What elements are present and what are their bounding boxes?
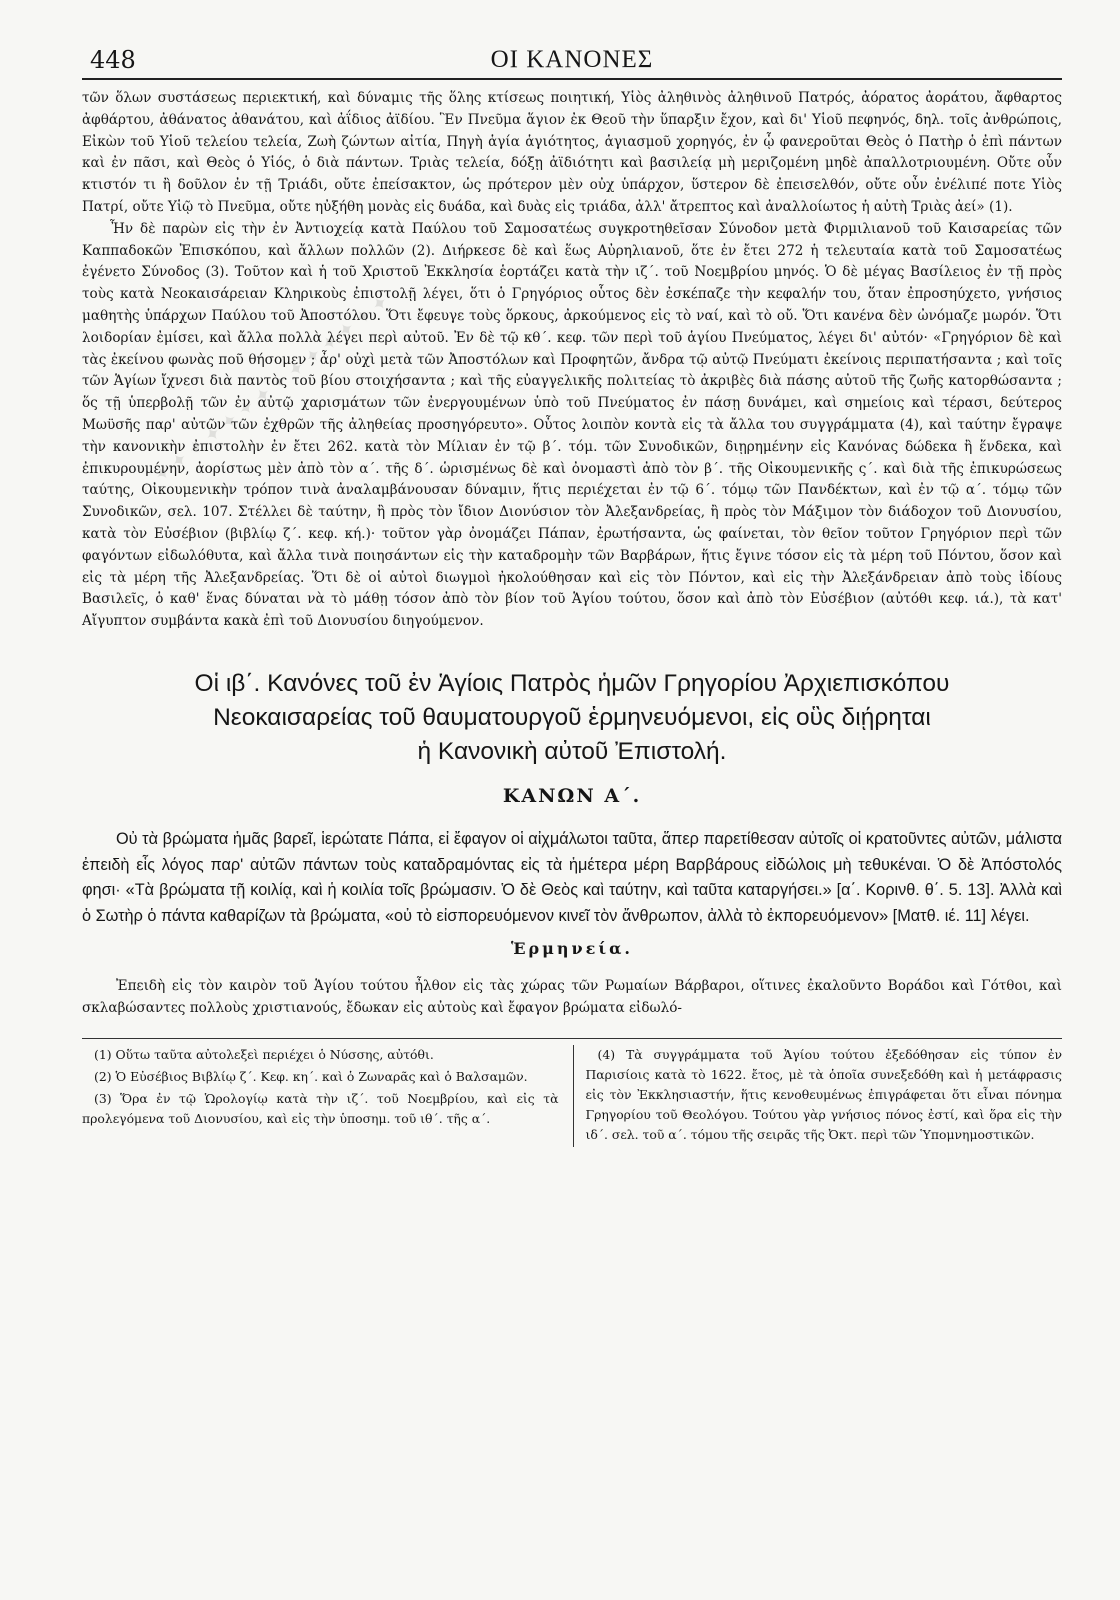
canon-heading: ΚΑΝΩΝ Α΄. [502, 784, 642, 807]
page-number: 448 [90, 46, 136, 74]
footnote-3: (3) Ὅρα ἐν τῷ Ὡρολογίῳ κατὰ τὴν ιζ΄. τοῦ Νοεμβρίου, καὶ εἰς τὰ προλεγόμενα τοῦ Διονυσίου, καὶ εἰς τὴν ὑποσημ. τοῦ ιθ΄. τῆς α΄. [82, 1090, 559, 1126]
running-head [82, 36, 1062, 76]
intro-paragraph-1: τῶν ὅλων συστάσεως περιεκτική, καὶ δύναμις τῆς ὅλης κτίσεως ποιητική, Υἱὸς ἀληθινὸς ἀληθινοῦ Πατρός, ἀόρατος ἀοράτου, ἄφθαρτος ἀφθάρτου, ἀθάνατος ἀθανάτου, καὶ ἀΐδιος ἀϊδίου. Ἓν Πνεῦμα ἅγιον ἐκ Θεοῦ τὴν ὕπαρξιν ἔχον, καὶ δι' Υἱοῦ πεφηνός, δηλ. τοῖς ἀνθρώποις, Εἰκὼν τοῦ Υἱοῦ τελείου τελεία, Ζωὴ ζώντων αἰτία, Πηγὴ ἁγία ἁγιότητος, ἁγιασμοῦ χορηγός, ἐν ᾧ φανεροῦται Θεὸς ὁ Πατὴρ ὁ ἐπὶ πάντων καὶ ἐν πᾶσι, καὶ Θεὸς ὁ Υἱός, ὁ διὰ πάντων. Τριὰς τελεία, δόξῃ ἀϊδιότητι καὶ βασιλείᾳ μὴ μεριζομένη μηδὲ ἀπαλλοτριουμένη. Οὔτε οὖν κτιστόν τι ἢ δοῦλον ἐν τῇ Τριάδι, οὔτε ἐπείσακτον, ὡς πρότερον μὲν οὐχ ὑπάρχον, ὕστερον δὲ ἐπεισελθόν, οὔτε οὖν ἐνέλιπέ ποτε Υἱὸς Πατρί, οὔτε Υἱῷ τὸ Πνεῦμα, οὔτε ηὐξήθη μονὰς εἰς δυάδα, καὶ δυὰς εἰς τριάδα, ἀλλ' ἄτρεπτος καὶ ἀναλλοίωτος ἡ αὐτὴ Τριὰς ἀεί» (1). [82, 90, 1062, 215]
section-title-line-3: ἡ Κανονικὴ αὐτοῦ Ἐπιστολή. [417, 737, 727, 765]
footnote-rule [82, 1038, 1062, 1039]
watermark: ✦ ✦ ✦ ✦ ✦ ✦ ✦ ✦ ✦ ✦ ✦ ✦ ✦ ✦ [150, 291, 394, 488]
interpretation-text: Ἐπειδὴ εἰς τὸν καιρὸν τοῦ Ἁγίου τούτου ἦλθον εἰς τὰς χώρας τῶν Ρωμαίων Βάρβαροι, οἵτινες ἐκαλοῦντο Βοράδοι καὶ Γότθοι, καὶ σκλαβώσαντες πολλοὺς χριστιανούς, ἔδωκαν εἰς αὐτοὺς καὶ ἔφαγον βρώματα εἰδωλό- [82, 978, 1062, 1017]
header-rule [82, 78, 1062, 80]
section-title [82, 667, 1062, 769]
intro-paragraph-2: Ἦν δὲ παρὼν εἰς τὴν ἐν Ἀντιοχείᾳ κατὰ Παύλου τοῦ Σαμοσατέως συγκροτηθεῖσαν Σύνοδον μετὰ Φιρμιλιανοῦ τοῦ Καισαρείας τῶν Καππαδοκῶν Ἐπισκόπου, καὶ ἄλλων πολλῶν (2). Διήρκεσε δὲ καὶ ἕως Αὐρηλιανοῦ, ὅτε ἐν ἔτει 272 ἡ τελευταία κατὰ τοῦ Σαμοσατέως ἐγένετο Σύνοδος (3). Τοῦτον καὶ ἡ τοῦ Χριστοῦ Ἐκκλησία ἑορτάζει κατὰ τὴν ιζ΄. τοῦ Νοεμβρίου μηνός. Ὁ δὲ μέγας Βασίλειος ἐν τῇ πρὸς τοὺς κατὰ Νεοκαισάρειαν Κληρικοὺς ἐπιστολῇ λέγει, ὅτι ὁ Γρηγόριος οὗτος δὲν ἐσκέπαζε τὴν κεφαλήν του, ὅταν ἐπροσηύχετο, γνήσιος μαθητὴς ὑπάρχων Παύλου τοῦ Ἀποστόλου. Ὅτι ἔφευγε τοὺς ὅρκους, ἀρκούμενος εἰς τὸ ναί, καὶ τὸ οὔ. Ὅτι κανένα δὲν ὠνόμαζε μωρόν. Ὅτι λοιδορίαν ἐμίσει, καὶ ἄλλα πολλὰ λέγει περὶ αὐτοῦ. Ἐν δὲ τῷ κθ΄. κεφ. τῶν περὶ τοῦ ἁγίου Πνεύματος, λέγει δι' αὐτόν· «Γρηγόριον δὲ καὶ τὰς ἐκείνου φωνὰς ποῦ θήσομεν ; ἆρ' οὐχὶ μετὰ τῶν Ἀποστόλων καὶ Προφητῶν, ἄνδρα τῷ αὐτῷ Πνεύματι ἐκείνοις περιπατήσαντα ; καὶ τοῖς τῶν Ἁγίων ἴχνεσι διὰ παντὸς τοῦ βίου στοιχήσαντα ; καὶ τῆς εὐαγγελικῆς πολιτείας τὸ ἀκριβὲς διὰ πάσης αὐτοῦ τῆς ζωῆς κατορθώσαντα ; ὅς τῇ ὑπερβολῇ τῶν ἐν αὐτῷ χαρισμάτων τῶν ἐνεργουμένων ὑπὸ τοῦ Πνεύματος ἐν πάσῃ δυνάμει, καὶ σημείοις καὶ τέρασι, δεύτερος Μωϋσῆς παρ' αὐτῶν τῶν ἐχθρῶν τῆς ἀληθείας προσηγόρευτο». Οὗτος λοιπὸν κοντὰ εἰς τὰ ἄλλα του συγγράμματα (4), καὶ ταύτην ἔγραψε τὴν κανονικὴν ἐπιστολὴν ἐν ἔτει 262. κατὰ τὸν Μίλιαν ἐν τῷ β΄. τόμ. τῶν Συνοδικῶν, διῃρημένην εἰς Κανόνας δώδεκα ἢ ἕνδεκα, καὶ ἐπικυρουμένην, ἀορίστως μὲν ἀπὸ τὸν α΄. τῆς δ΄. ὡρισμένως δὲ καὶ ὀνομαστὶ ἀπὸ τὸν β΄. τῆς Οἰκουμενικῆς ς΄. καὶ διὰ τῆς ἐπικυρώσεως ταύτης, Οἰκουμενικὴν τρόπον τινὰ ἀναλαμβάνουσαν δύναμιν, ἥτις περιέχεται ἐν τῷ 6΄. τόμῳ τῶν Πανδέκτων, καὶ ἐν τῷ α΄. τόμῳ τῶν Συνοδικῶν, σελ. 107. Στέλλει δὲ ταύτην, ἢ πρὸς τὸν ἴδιον Διονύσιον τὸν Ἀλεξανδρείας, ἢ πρὸς τὸν Μάξιμον τὸν διάδοχον τοῦ Διονυσίου, κατὰ τὸν Εὐσέβιον (βιβλίῳ ζ΄. κεφ. κή.)· τοῦτον γὰρ ὀνομάζει Πάπαν, ἐρωτήσαντα, ὡς φαίνεται, τὸν θεῖον τοῦτον Γρηγόριον περὶ τῶν φαγόντων εἰδωλόθυτα, καὶ ἄλλα τινὰ ποιησάντων εἰς τὴν καταδρομὴν τῶν Βαρβάρων, ἥτις ἔγινε τόσον εἰς τὰ μέρη τοῦ Πόντου, ὅσον καὶ εἰς τὰ μέρη τῆς Ἀλεξανδρείας. Ὅτι δὲ οἱ αὐτοὶ διωγμοὶ ἠκολούθησαν καὶ εἰς τὸν Πόντον, καὶ εἰς τὴν Ἀλεξάνδρειαν ἀπὸ τοὺς ἰδίους Βασιλεῖς, ὁ καθ' ἕνας δύναται νὰ τὸ μάθῃ τόσον ἀπὸ τὸν βίον τοῦ Ἁγίου τούτου, ὅσον καὶ ἀπὸ τὸν Εὐσέβιον (αὐτόθι κεφ. ιά.), τὰ κατ' Αἴγυπτον συμβάντα κακὰ ἐπὶ τοῦ Διονυσίου διηγούμενον. [82, 220, 1062, 630]
interpretation-heading: Ἑρμηνεία. [511, 939, 633, 959]
footnote-4: (4) Τὰ συγγράμματα τοῦ Ἁγίου τούτου ἐξεδόθησαν εἰς τύπον ἐν Παρισίοις κατὰ τὸ 1622. ἔτος, μὲ τὰ ὁποῖα συνεξεδόθη καὶ ἡ μετάφρασις εἰς τὸν Ἐκκλησιαστήν, ἥτις κενοθευμένως ἐπιγράφεται ὅτι εἶναι πόνημα Γρηγορίου τοῦ Θεολόγου. Τούτου γὰρ γνήσιος πόνος ἐστί, καὶ ὅρα εἰς τὴν ιδ΄. σελ. τοῦ α΄. τόμου τῆς σειρᾶς τῆς Ὀκτ. περὶ τῶν Ὑπομνημοστικῶν. [585, 1046, 1062, 1142]
footnotes [82, 1045, 1062, 1147]
footnotes-right-column [573, 1045, 1063, 1147]
section-title-line-1: Οἱ ιβ΄. Κανόνες τοῦ ἐν Ἁγίοις Πατρὸς ἡμῶν Γρηγορίου Ἀρχιεπισκόπου [194, 669, 950, 697]
footnotes-left-column [82, 1045, 559, 1147]
running-title: ΟΙ ΚΑΝΟΝΕΣ [490, 46, 654, 73]
section-title-line-2: Νεοκαισαρείας τοῦ θαυματουργοῦ ἑρμηνευόμενοι, εἰς οὓς διῄρηται [213, 703, 931, 731]
footnote-2: (2) Ὁ Εὐσέβιος Βιβλίῳ ζ΄. Κεφ. κη΄. καὶ ὁ Ζωναρᾶς καὶ ὁ Βαλσαμῶν. [94, 1068, 528, 1084]
canon-text: Οὐ τὰ βρώματα ἡμᾶς βαρεῖ, ἱερώτατε Πάπα, εἰ ἔφαγον οἱ αἰχμάλωτοι ταῦτα, ἅπερ παρετίθεσαν αὐτοῖς οἱ κρατοῦντες αὐτῶν, μάλιστα ἐπειδὴ εἷς λόγος παρ' αὐτῶν πάντων τοὺς καταδραμόντας εἰς τὰ ἡμέτερα μέρη Βαρβάρους εἰδώλοις μὴ τεθυκέναι. Ὁ δὲ Ἀπόστολός φησι· «Τὰ βρώματα τῇ κοιλίᾳ, καὶ ἡ κοιλία τοῖς βρώμασιν. Ὁ δὲ Θεὸς καὶ ταύτην, καὶ ταῦτα καταργήσει.» [α΄. Κορινθ. θ΄. 5. 13]. Ἀλλὰ καὶ ὁ Σωτὴρ ὁ πάντα καθαρίζων τὰ βρώματα, «οὐ τὸ εἰσπορευόμενον κινεῖ τὸν ἄνθρωπον, ἀλλὰ τὸ ἐκπορευόμενον» [Ματθ. ιέ. 11] λέγει. [82, 829, 1062, 925]
footnote-1: (1) Οὕτω ταῦτα αὐτολεξεὶ περιέχει ὁ Νύσσης, αὐτόθι. [94, 1046, 434, 1062]
